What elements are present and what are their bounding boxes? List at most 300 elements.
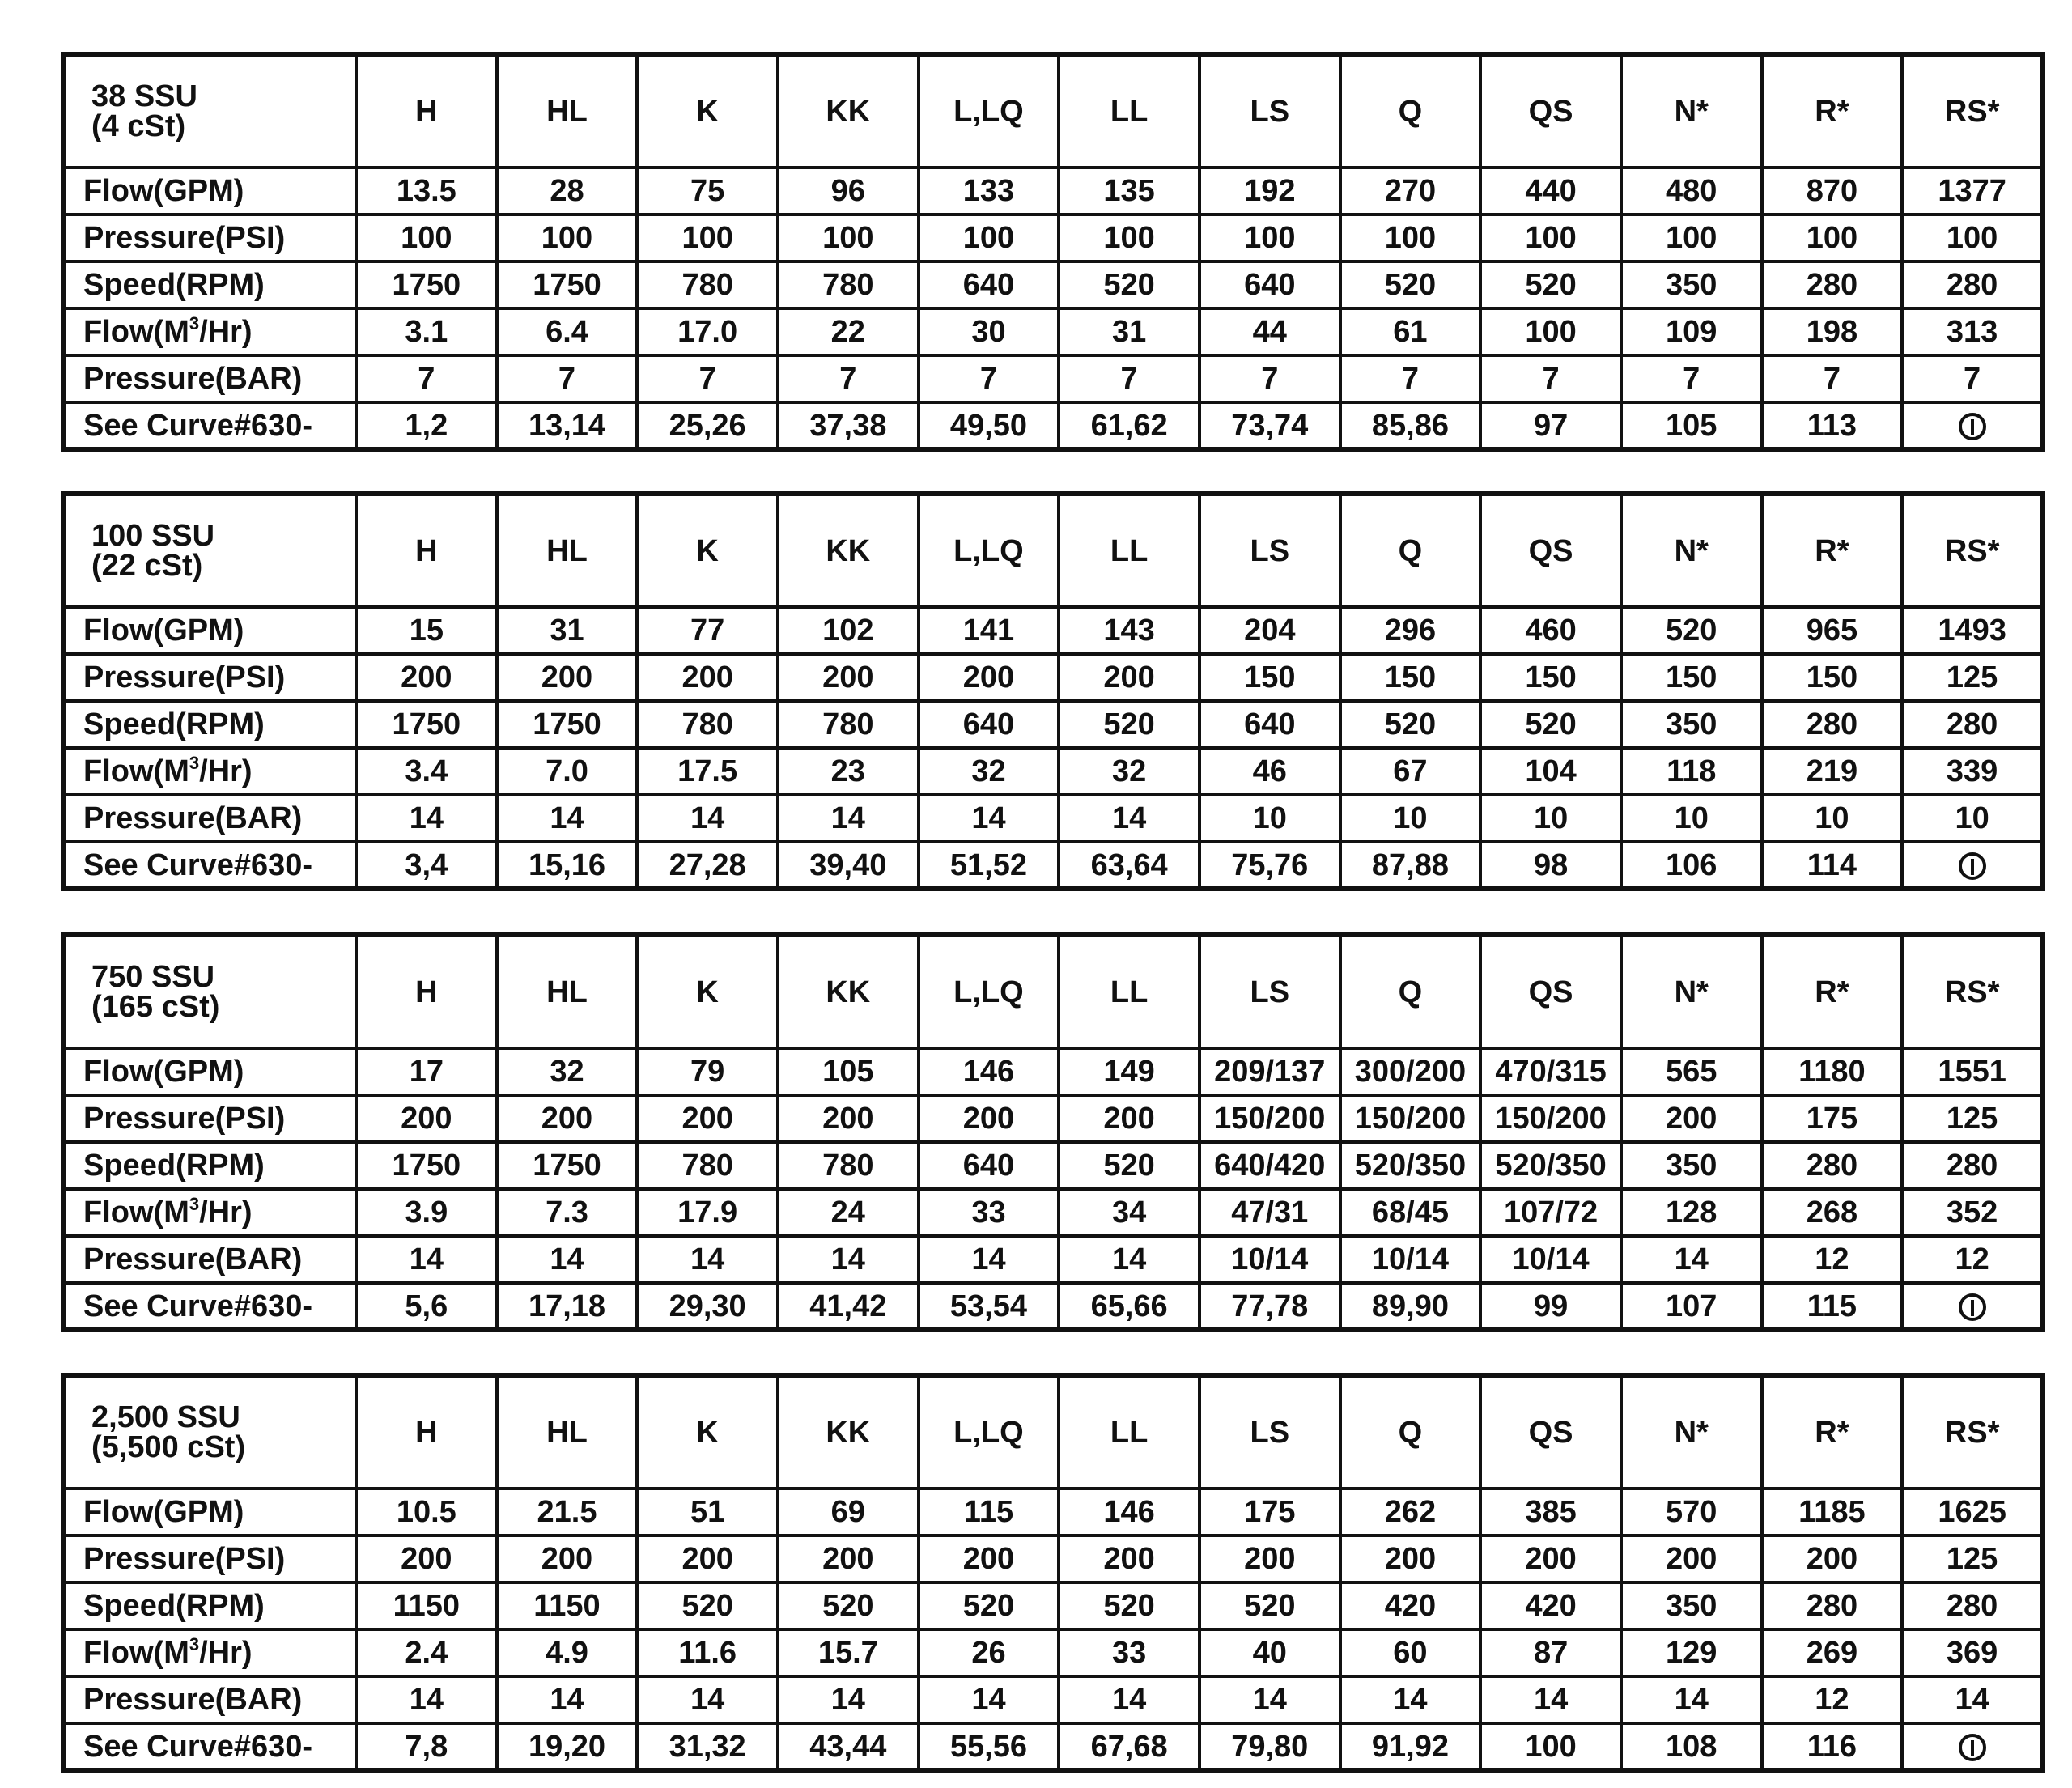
table-cell: 31	[1059, 308, 1199, 355]
table-row	[63, 1095, 2043, 1142]
column-header: H	[356, 935, 497, 1048]
column-header: LL	[1059, 935, 1199, 1048]
table-cell: 23	[778, 748, 919, 795]
table-cell: 1377	[1902, 168, 2043, 214]
table-row	[63, 842, 2043, 889]
table-cell: 520/350	[1480, 1142, 1621, 1189]
table-cell: 460	[1480, 607, 1621, 654]
spec-table	[61, 1373, 2045, 1773]
viscosity-cst: (165 cSt)	[91, 989, 220, 1024]
table-cell: 107/72	[1480, 1189, 1621, 1236]
table-cell: 32	[1059, 748, 1199, 795]
table-cell: 100	[1340, 214, 1481, 261]
table-cell: 200	[1762, 1535, 1903, 1582]
table-cell: 113	[1762, 402, 1903, 449]
table-cell: 99	[1480, 1283, 1621, 1330]
table-cell: 53,54	[919, 1283, 1059, 1330]
table-cell: 640/420	[1199, 1142, 1340, 1189]
viscosity-ssu: 2,500 SSU	[91, 1400, 240, 1435]
table-cell: 200	[1059, 1535, 1199, 1582]
table-cell: 114	[1762, 842, 1903, 889]
table-cell: 14	[778, 795, 919, 842]
table-cell: 75,76	[1199, 842, 1340, 889]
table-cell: 280	[1902, 261, 2043, 308]
table-cell: 17.5	[637, 748, 778, 795]
table-cell: 175	[1762, 1095, 1903, 1142]
table-cell: 3.1	[356, 308, 497, 355]
table-cell: 14	[1059, 795, 1199, 842]
curve-ref-cell	[1902, 1723, 2043, 1770]
row-label: Flow(GPM)	[63, 1489, 356, 1535]
table-cell: 146	[919, 1048, 1059, 1095]
column-header: H	[356, 1375, 497, 1489]
table-row	[63, 308, 2043, 355]
curve-ref-cell	[1902, 402, 2043, 449]
row-label-prefix: Flow(M	[83, 315, 189, 349]
table-cell: 420	[1340, 1582, 1481, 1629]
table-row	[63, 1189, 2043, 1236]
table-row	[63, 1629, 2043, 1676]
table-cell: 280	[1762, 261, 1903, 308]
table-cell: 270	[1340, 168, 1481, 214]
table-cell: 1625	[1902, 1489, 2043, 1535]
table-cell: 520	[1340, 261, 1481, 308]
table-cell: 69	[778, 1489, 919, 1535]
column-header: KK	[778, 1375, 919, 1489]
table-cell: 268	[1762, 1189, 1903, 1236]
viscosity-ssu: 750 SSU	[91, 960, 215, 995]
viscosity-cst: (22 cSt)	[91, 548, 203, 583]
table-cell: 10	[1340, 795, 1481, 842]
row-label: Speed(RPM)	[63, 1582, 356, 1629]
table-cell: 14	[1621, 1676, 1762, 1723]
table-cell: 12	[1902, 1236, 2043, 1283]
viscosity-cst: (5,500 cSt)	[91, 1429, 246, 1464]
table-cell: 1150	[356, 1582, 497, 1629]
table-cell: 175	[1199, 1489, 1340, 1535]
table-cell: 520	[1480, 701, 1621, 748]
column-header: KK	[778, 54, 919, 168]
table-cell: 14	[497, 1676, 638, 1723]
column-header: RS*	[1902, 54, 2043, 168]
table-cell: 125	[1902, 654, 2043, 701]
table-cell: 116	[1762, 1723, 1903, 1770]
table-cell: 200	[356, 1095, 497, 1142]
table-cell: 200	[778, 1535, 919, 1582]
table-cell: 520	[778, 1582, 919, 1629]
table-cell: 1185	[1762, 1489, 1903, 1535]
table-cell: 150	[1199, 654, 1340, 701]
row-label: Speed(RPM)	[63, 261, 356, 308]
row-label: Pressure(PSI)	[63, 1095, 356, 1142]
row-label: Flow(GPM)	[63, 168, 356, 214]
table-cell: 87,88	[1340, 842, 1481, 889]
column-header: LL	[1059, 1375, 1199, 1489]
table-cell: 200	[1059, 654, 1199, 701]
table-cell: 106	[1621, 842, 1762, 889]
row-label	[63, 748, 356, 795]
table-row	[63, 1142, 2043, 1189]
table-cell: 5,6	[356, 1283, 497, 1330]
table-cell: 280	[1762, 1142, 1903, 1189]
table-cell: 7	[356, 355, 497, 402]
table-cell: 7	[1340, 355, 1481, 402]
table-row	[63, 1236, 2043, 1283]
curve-ref-cell	[1902, 1283, 2043, 1330]
table-cell: 100	[1480, 308, 1621, 355]
row-label: Flow(GPM)	[63, 1048, 356, 1095]
table-cell: 29,30	[637, 1283, 778, 1330]
table-row	[63, 402, 2043, 449]
row-label: Pressure(BAR)	[63, 355, 356, 402]
table-cell: 570	[1621, 1489, 1762, 1535]
table-cell: 3,4	[356, 842, 497, 889]
table-cell: 7	[1199, 355, 1340, 402]
table-cell: 870	[1762, 168, 1903, 214]
spec-table	[61, 491, 2045, 891]
table-cell: 105	[1621, 402, 1762, 449]
table-cell: 100	[1762, 214, 1903, 261]
viscosity-heading	[63, 494, 356, 607]
table-cell: 7	[1480, 355, 1621, 402]
table-cell: 339	[1902, 748, 2043, 795]
header-row	[63, 54, 2043, 168]
table-cell: 10.5	[356, 1489, 497, 1535]
table-row	[63, 168, 2043, 214]
table-cell: 14	[919, 1676, 1059, 1723]
table-cell: 2.4	[356, 1629, 497, 1676]
table-cell: 7	[637, 355, 778, 402]
table-cell: 200	[778, 1095, 919, 1142]
table-cell: 31,32	[637, 1723, 778, 1770]
table-cell: 37,38	[778, 402, 919, 449]
column-header: L,LQ	[919, 1375, 1059, 1489]
table-cell: 14	[919, 1236, 1059, 1283]
row-label: Pressure(PSI)	[63, 654, 356, 701]
table-cell: 520	[1480, 261, 1621, 308]
table-cell: 12	[1762, 1676, 1903, 1723]
table-cell: 200	[637, 1535, 778, 1582]
table-cell: 60	[1340, 1629, 1481, 1676]
table-cell: 350	[1621, 1142, 1762, 1189]
column-header: K	[637, 1375, 778, 1489]
column-header: N*	[1621, 494, 1762, 607]
table-cell: 470/315	[1480, 1048, 1621, 1095]
table-cell: 200	[919, 1095, 1059, 1142]
table-cell: 10	[1621, 795, 1762, 842]
table-cell: 7	[497, 355, 638, 402]
table-cell: 102	[778, 607, 919, 654]
table-row	[63, 1048, 2043, 1095]
table-cell: 520	[1621, 607, 1762, 654]
table-cell: 14	[778, 1236, 919, 1283]
table-row	[63, 1582, 2043, 1629]
column-header: R*	[1762, 494, 1903, 607]
table-cell: 63,64	[1059, 842, 1199, 889]
table-cell: 150	[1621, 654, 1762, 701]
table-cell: 14	[1059, 1236, 1199, 1283]
table-cell: 100	[919, 214, 1059, 261]
table-cell: 14	[1621, 1236, 1762, 1283]
table-cell: 1551	[1902, 1048, 2043, 1095]
table-cell: 204	[1199, 607, 1340, 654]
column-header: KK	[778, 494, 919, 607]
table-cell: 1750	[356, 701, 497, 748]
table-row	[63, 1283, 2043, 1330]
table-cell: 3.9	[356, 1189, 497, 1236]
table-cell: 125	[1902, 1095, 2043, 1142]
table-cell: 350	[1621, 1582, 1762, 1629]
table-cell: 19,20	[497, 1723, 638, 1770]
table-cell: 133	[919, 168, 1059, 214]
table-cell: 89,90	[1340, 1283, 1481, 1330]
table-cell: 79	[637, 1048, 778, 1095]
table-cell: 61	[1340, 308, 1481, 355]
table-cell: 280	[1902, 701, 2043, 748]
table-cell: 280	[1902, 1142, 2043, 1189]
table-cell: 1750	[356, 1142, 497, 1189]
circled-one-icon	[1959, 1734, 1986, 1761]
table-cell: 79,80	[1199, 1723, 1340, 1770]
row-label-prefix: Flow(M	[83, 1196, 189, 1230]
table-cell: 640	[919, 701, 1059, 748]
column-header: H	[356, 54, 497, 168]
table-cell: 1,2	[356, 402, 497, 449]
table-cell: 3.4	[356, 748, 497, 795]
column-header: K	[637, 494, 778, 607]
row-label-superscript: 3	[189, 313, 200, 333]
table-cell: 200	[637, 1095, 778, 1142]
column-header: QS	[1480, 54, 1621, 168]
table-cell: 7	[778, 355, 919, 402]
row-label-prefix: Flow(M	[83, 754, 189, 788]
table-cell: 30	[919, 308, 1059, 355]
table-cell: 209/137	[1199, 1048, 1340, 1095]
column-header: RS*	[1902, 1375, 2043, 1489]
table-cell: 385	[1480, 1489, 1621, 1535]
table-cell: 12	[1762, 1236, 1903, 1283]
table-cell: 200	[356, 654, 497, 701]
table-cell: 780	[778, 1142, 919, 1189]
table-cell: 7.0	[497, 748, 638, 795]
table-cell: 7	[1762, 355, 1903, 402]
row-label: Pressure(BAR)	[63, 1676, 356, 1723]
column-header: RS*	[1902, 935, 2043, 1048]
column-header: HL	[497, 494, 638, 607]
table-cell: 1150	[497, 1582, 638, 1629]
table-cell: 13,14	[497, 402, 638, 449]
table-cell: 7.3	[497, 1189, 638, 1236]
column-header: Q	[1340, 54, 1481, 168]
table-cell: 14	[497, 795, 638, 842]
table-cell: 200	[919, 654, 1059, 701]
column-header: HL	[497, 935, 638, 1048]
table-cell: 7	[1059, 355, 1199, 402]
table-cell: 440	[1480, 168, 1621, 214]
table-cell: 28	[497, 168, 638, 214]
table-cell: 43,44	[778, 1723, 919, 1770]
table-cell: 296	[1340, 607, 1481, 654]
table-cell: 14	[497, 1236, 638, 1283]
table-cell: 40	[1199, 1629, 1340, 1676]
table-cell: 200	[356, 1535, 497, 1582]
table-cell: 100	[356, 214, 497, 261]
table-cell: 100	[1199, 214, 1340, 261]
table-cell: 198	[1762, 308, 1903, 355]
spec-table	[61, 52, 2045, 452]
table-cell: 780	[778, 701, 919, 748]
row-label-superscript: 3	[189, 753, 200, 773]
table-cell: 7	[919, 355, 1059, 402]
column-header: LS	[1199, 935, 1340, 1048]
table-cell: 107	[1621, 1283, 1762, 1330]
table-cell: 200	[497, 654, 638, 701]
table-row	[63, 1723, 2043, 1770]
row-label: Pressure(PSI)	[63, 1535, 356, 1582]
row-label: Speed(RPM)	[63, 701, 356, 748]
table-cell: 965	[1762, 607, 1903, 654]
column-header: R*	[1762, 1375, 1903, 1489]
table-cell: 200	[1340, 1535, 1481, 1582]
table-cell: 51,52	[919, 842, 1059, 889]
table-cell: 67	[1340, 748, 1481, 795]
table-cell: 200	[497, 1535, 638, 1582]
table-cell: 480	[1621, 168, 1762, 214]
table-cell: 640	[1199, 261, 1340, 308]
table-cell: 17,18	[497, 1283, 638, 1330]
viscosity-heading	[63, 1375, 356, 1489]
table-cell: 34	[1059, 1189, 1199, 1236]
table-cell: 10	[1762, 795, 1903, 842]
table-cell: 73,74	[1199, 402, 1340, 449]
table-cell: 104	[1480, 748, 1621, 795]
row-label	[63, 308, 356, 355]
table-cell: 97	[1480, 402, 1621, 449]
row-label-prefix: Flow(M	[83, 1636, 189, 1670]
row-label: See Curve#630-	[63, 402, 356, 449]
table-cell: 100	[1621, 214, 1762, 261]
table-row	[63, 748, 2043, 795]
table-cell: 280	[1762, 701, 1903, 748]
table-cell: 280	[1902, 1582, 2043, 1629]
table-cell: 115	[919, 1489, 1059, 1535]
table-cell: 14	[637, 795, 778, 842]
table-cell: 14	[778, 1676, 919, 1723]
table-cell: 55,56	[919, 1723, 1059, 1770]
table-cell: 41,42	[778, 1283, 919, 1330]
viscosity-heading	[63, 54, 356, 168]
table-cell: 200	[1621, 1095, 1762, 1142]
table-cell: 100	[1059, 214, 1199, 261]
table-cell: 68/45	[1340, 1189, 1481, 1236]
table-cell: 350	[1621, 701, 1762, 748]
table-cell: 129	[1621, 1629, 1762, 1676]
table-cell: 109	[1621, 308, 1762, 355]
table-cell: 77,78	[1199, 1283, 1340, 1330]
table-cell: 780	[637, 701, 778, 748]
column-header: R*	[1762, 54, 1903, 168]
table-cell: 420	[1480, 1582, 1621, 1629]
table-cell: 149	[1059, 1048, 1199, 1095]
table-cell: 780	[778, 261, 919, 308]
table-cell: 49,50	[919, 402, 1059, 449]
table-cell: 135	[1059, 168, 1199, 214]
table-cell: 100	[778, 214, 919, 261]
circled-one-icon	[1959, 413, 1986, 440]
table-cell: 200	[1480, 1535, 1621, 1582]
table-cell: 780	[637, 1142, 778, 1189]
table-cell: 7,8	[356, 1723, 497, 1770]
table-cell: 352	[1902, 1189, 2043, 1236]
table-cell: 262	[1340, 1489, 1481, 1535]
table-cell: 10	[1902, 795, 2043, 842]
table-cell: 15,16	[497, 842, 638, 889]
table-cell: 150/200	[1199, 1095, 1340, 1142]
table-cell: 91,92	[1340, 1723, 1481, 1770]
table-cell: 65,66	[1059, 1283, 1199, 1330]
table-cell: 14	[356, 1236, 497, 1283]
table-cell: 75	[637, 168, 778, 214]
table-cell: 24	[778, 1189, 919, 1236]
table-cell: 1180	[1762, 1048, 1903, 1095]
table-cell: 125	[1902, 1535, 2043, 1582]
table-cell: 13.5	[356, 168, 497, 214]
viscosity-cst: (4 cSt)	[91, 108, 186, 143]
table-cell: 10	[1480, 795, 1621, 842]
table-cell: 33	[919, 1189, 1059, 1236]
row-label-superscript: 3	[189, 1634, 200, 1654]
column-header: N*	[1621, 935, 1762, 1048]
viscosity-ssu: 100 SSU	[91, 519, 215, 554]
header-row	[63, 935, 2043, 1048]
table-cell: 31	[497, 607, 638, 654]
column-header: LS	[1199, 1375, 1340, 1489]
table-cell: 10/14	[1340, 1236, 1481, 1283]
row-label: Pressure(BAR)	[63, 1236, 356, 1283]
table-cell: 128	[1621, 1189, 1762, 1236]
table-cell: 98	[1480, 842, 1621, 889]
table-row	[63, 1535, 2043, 1582]
table-cell: 15	[356, 607, 497, 654]
table-row	[63, 701, 2043, 748]
table-cell: 1750	[356, 261, 497, 308]
table-cell: 22	[778, 308, 919, 355]
column-header: Q	[1340, 935, 1481, 1048]
table-cell: 640	[919, 261, 1059, 308]
table-cell: 67,68	[1059, 1723, 1199, 1770]
table-cell: 100	[1480, 1723, 1621, 1770]
table-cell: 96	[778, 168, 919, 214]
table-cell: 61,62	[1059, 402, 1199, 449]
table-cell: 7	[1621, 355, 1762, 402]
header-row	[63, 494, 2043, 607]
column-header: Q	[1340, 494, 1481, 607]
row-label-suffix: /Hr)	[199, 1636, 253, 1670]
table-row	[63, 355, 2043, 402]
column-header: QS	[1480, 1375, 1621, 1489]
column-header: N*	[1621, 54, 1762, 168]
table-cell: 4.9	[497, 1629, 638, 1676]
table-cell: 14	[356, 795, 497, 842]
table-cell: 520	[637, 1582, 778, 1629]
table-row	[63, 214, 2043, 261]
column-header: K	[637, 54, 778, 168]
table-cell: 108	[1621, 1723, 1762, 1770]
column-header: L,LQ	[919, 494, 1059, 607]
table-cell: 200	[1621, 1535, 1762, 1582]
table-cell: 200	[1059, 1095, 1199, 1142]
table-cell: 1493	[1902, 607, 2043, 654]
